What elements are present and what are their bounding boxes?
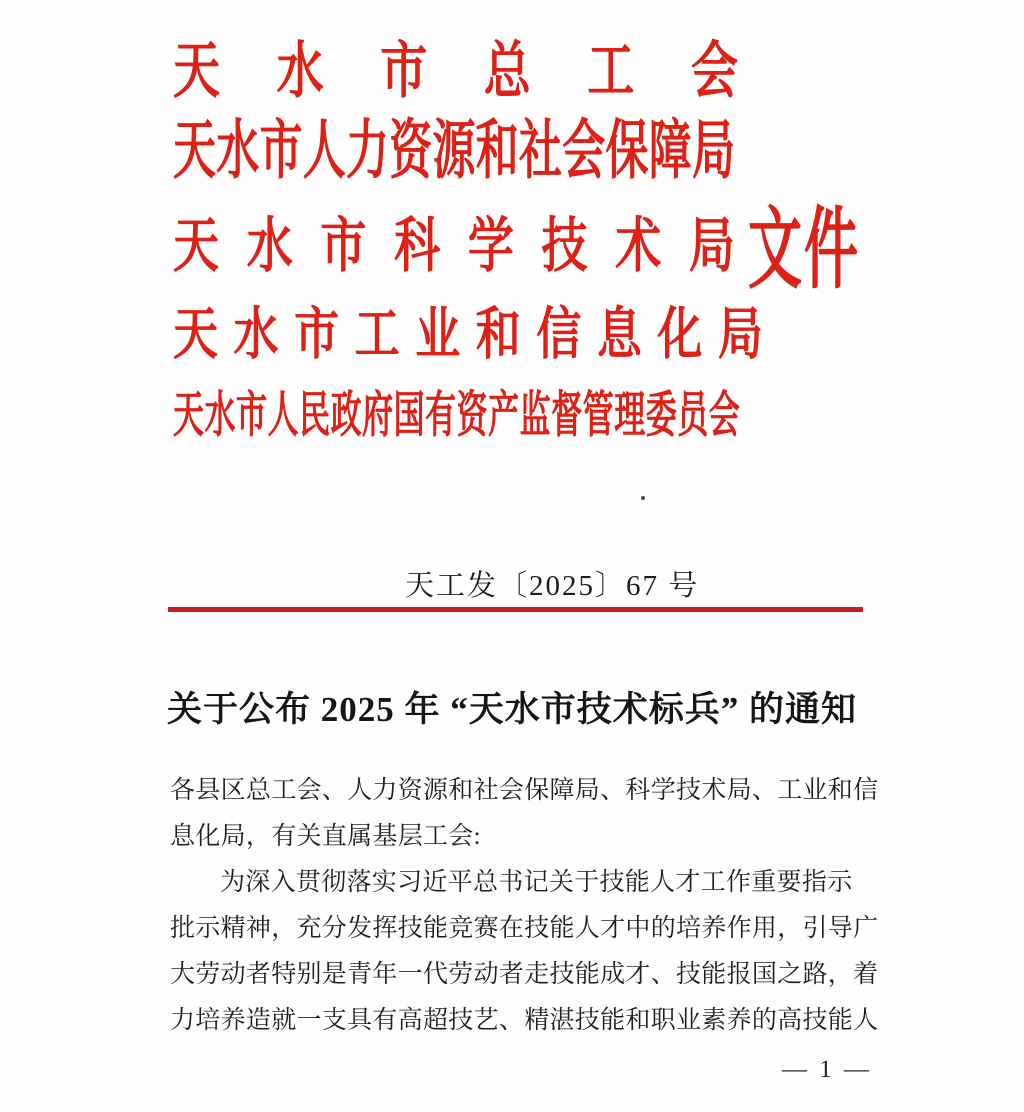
paragraph-line: 为深入贯彻落实习近平总书记关于技能人才工作重要指示 xyxy=(220,869,853,896)
scan-artifact-dot xyxy=(641,496,645,500)
salutation-line: 各县区总工会、人力资源和社会保障局、科学技术局、工业和信 xyxy=(170,777,879,804)
letterhead-agency-state-assets-commission: 天 水 市 人 民 政 府 国 有 资 产 监 督 管 理 委 员 会 xyxy=(173,386,740,443)
salutation-block xyxy=(170,768,890,860)
red-divider-line xyxy=(168,607,863,612)
body-paragraph-block xyxy=(170,860,890,1044)
salutation-line: 息化局，有关直属基层工会: xyxy=(170,823,481,850)
letterhead-agency-industry-information-bureau: 天 水 市 工 业 和 信 息 化 局 xyxy=(173,302,763,366)
letterhead-document-marker: 文 件 xyxy=(748,200,858,300)
page-number: — 1 — xyxy=(782,1056,872,1083)
document-title: 关于公布 2025 年 “天水市技术标兵” 的通知 xyxy=(166,690,857,729)
letterhead-agency-human-resources-bureau: 天 水 市 人 力 资 源 和 社 会 保 障 局 xyxy=(173,116,735,188)
letterhead-agency-federation-of-trade-unions: 天 水 市 总 工 会 xyxy=(173,37,738,106)
paragraph-line: 力培养造就一支具有高超技艺、精湛技能和职业素养的高技能人 xyxy=(170,1007,879,1034)
document-number: 天工发〔2025〕67 号 xyxy=(405,570,700,602)
letterhead-agency-science-technology-bureau: 天 水 市 科 学 技 术 局 xyxy=(173,212,735,279)
paragraph-line: 大劳动者特别是青年一代劳动者走技能成才、技能报国之路，着 xyxy=(170,961,879,988)
paragraph-line: 批示精神，充分发挥技能竞赛在技能人才中的培养作用，引导广 xyxy=(170,915,879,942)
